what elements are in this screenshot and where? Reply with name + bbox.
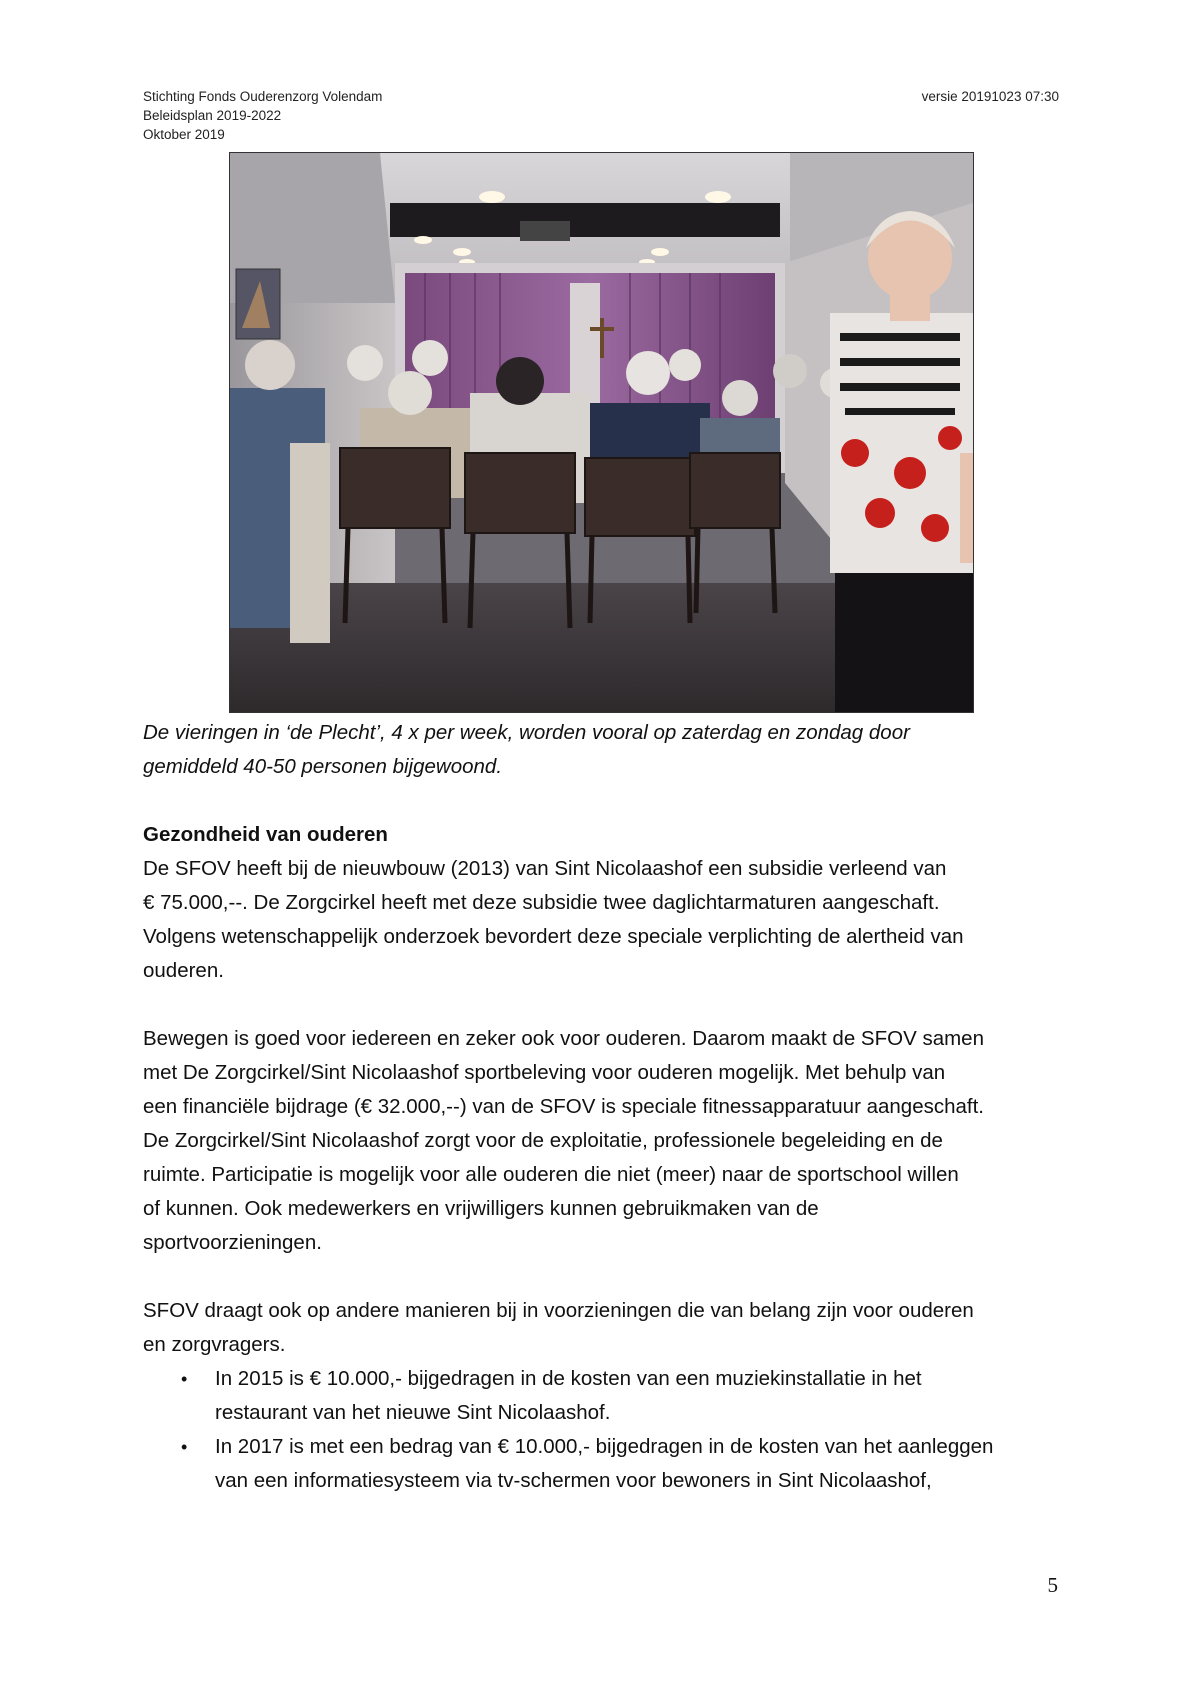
paragraph-line: en zorgvragers. <box>143 1333 286 1356</box>
list-item <box>143 1430 1063 1498</box>
paragraph-line: ruimte. Participatie is mogelijk voor alle ouderen die niet (meer) naar de sportschool willen <box>143 1163 959 1186</box>
caption-line-1: De vieringen in ‘de Plecht’, 4 x per week, worden vooral op zaterdag en zondag door <box>143 721 910 744</box>
church-service-photo <box>229 152 974 713</box>
page-number: 5 <box>1047 1573 1058 1597</box>
list-item-line: In 2017 is met een bedrag van € 10.000,- bijgedragen in de kosten van het aanleggen <box>215 1435 994 1458</box>
photo-illustration <box>230 153 973 712</box>
section-heading: Gezondheid van ouderen <box>143 823 388 846</box>
caption-line-2: gemiddeld 40-50 personen bijgewoond. <box>143 755 503 778</box>
paragraph-line: Bewegen is goed voor iedereen en zeker ook voor ouderen. Daarom maakt de SFOV samen <box>143 1027 984 1050</box>
header-date: Oktober 2019 <box>143 127 225 142</box>
paragraph-other-contributions <box>143 1294 1063 1362</box>
list-item-line: In 2015 is € 10.000,- bijgedragen in de kosten van een muziekinstallatie in het <box>215 1367 922 1390</box>
header-organization: Stichting Fonds Ouderenzorg Volendam <box>143 89 383 104</box>
bullet-icon: • <box>181 1437 188 1457</box>
paragraph-line: met De Zorgcirkel/Sint Nicolaashof sportbeleving voor ouderen mogelijk. Met behulp van <box>143 1061 946 1084</box>
paragraph-line: Volgens wetenschappelijk onderzoek bevordert deze speciale verplichting de alertheid van <box>143 925 964 948</box>
header-version: versie 20191023 07:30 <box>921 89 1059 104</box>
paragraph-sports <box>143 1022 1063 1260</box>
list-item-line: restaurant van het nieuwe Sint Nicolaashof. <box>215 1401 611 1424</box>
paragraph-line: ouderen. <box>143 959 224 982</box>
list-item <box>143 1362 1063 1430</box>
paragraph-line: een financiële bijdrage (€ 32.000,--) van de SFOV is speciale fitnessapparatuur aangeschaft. <box>143 1095 985 1118</box>
photo-caption <box>143 716 1063 784</box>
bullet-icon: • <box>181 1369 188 1389</box>
paragraph-line: SFOV draagt ook op andere manieren bij in voorzieningen die van belang zijn voor ouderen <box>143 1299 974 1322</box>
list-item-line: van een informatiesysteem via tv-schermen voor bewoners in Sint Nicolaashof, <box>215 1469 932 1492</box>
contributions-list <box>143 1362 1063 1498</box>
paragraph-line: sportvoorzieningen. <box>143 1231 322 1254</box>
paragraph-line: € 75.000,--. De Zorgcirkel heeft met deze subsidie twee daglichtarmaturen aangeschaft. <box>143 891 940 914</box>
header-document-title: Beleidsplan 2019-2022 <box>143 108 282 123</box>
paragraph-line: De SFOV heeft bij de nieuwbouw (2013) van Sint Nicolaashof een subsidie verleend van <box>143 857 947 880</box>
paragraph-line: of kunnen. Ook medewerkers en vrijwilligers kunnen gebruikmaken van de <box>143 1197 819 1220</box>
paragraph-line: De Zorgcirkel/Sint Nicolaashof zorgt voor de exploitatie, professionele begeleiding en de <box>143 1129 943 1152</box>
paragraph-daylight-fixtures <box>143 852 1063 988</box>
document-header-left <box>143 87 382 144</box>
